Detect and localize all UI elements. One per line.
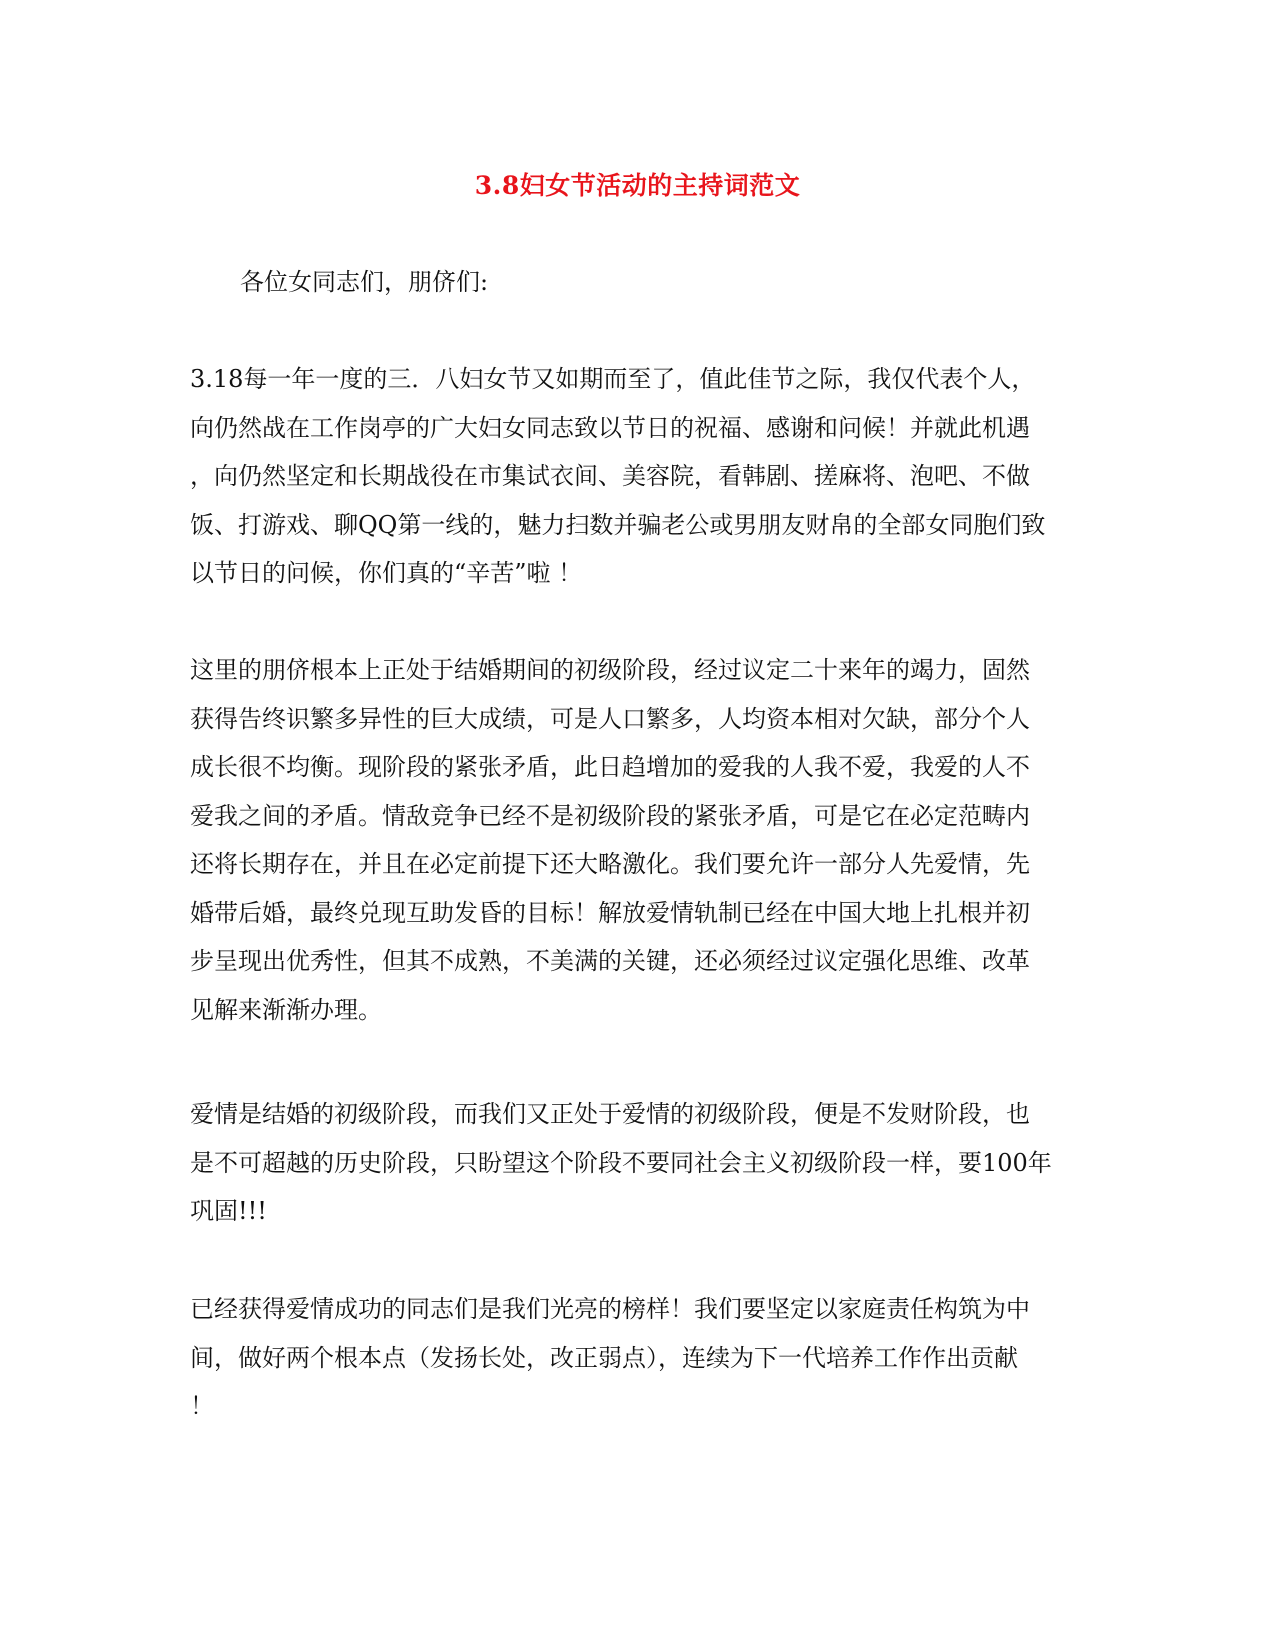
paragraph-line: 巩固!!!: [190, 1197, 267, 1225]
paragraph-4: [190, 1285, 1070, 1431]
paragraph-line: 是不可超越的历史阶段，只盼望这个阶段不要同社会主义初级阶段一样，要100年: [190, 1148, 1052, 1177]
paragraph-line: 已经获得爱情成功的同志们是我们光亮的榜样！我们要坚定以家庭责任构筑为中: [190, 1295, 1030, 1323]
paragraph-line: 间，做好两个根本点（发扬长处，改正弱点），连续为下一代培养工作作出贡献: [190, 1343, 1018, 1372]
paragraph-line: 获得告终识繁多异性的巨大成绩，可是人口繁多，人均资本相对欠缺，部分个人: [190, 704, 1030, 733]
paragraph-line: 爱情是结婚的初级阶段，而我们又正处于爱情的初级阶段，便是不发财阶段，也: [190, 1100, 1030, 1128]
paragraph-line: 以节日的问候，你们真的“辛苦”啦 ！: [190, 559, 583, 587]
paragraph-line: 婚带后婚，最终兑现互助发昏的目标！解放爱情轨制已经在中国大地上扎根并初: [190, 898, 1030, 927]
paragraph-2: [190, 646, 1070, 1034]
paragraph-line: ，向仍然坚定和长期战役在市集试衣间、美容院，看韩剧、搓麻将、泡吧、不做: [190, 462, 1030, 490]
paragraph-line: ！: [190, 1392, 214, 1420]
paragraph-line: 3.18每一年一度的三．八妇女节又如期而至了，值此佳节之际，我仅代表个人，: [190, 365, 1036, 393]
paragraph-1: [190, 355, 1070, 598]
greeting: 各位女同志们，朋侪们:: [240, 268, 489, 296]
paragraph-line: 步呈现出优秀性，但其不成熟，不美满的关键，还必须经过议定强化思维、改革: [190, 947, 1030, 975]
paragraph-line: 还将长期存在，并且在必定前提下还大略激化。我们要允许一部分人先爱情，先: [190, 850, 1030, 878]
paragraph-line: 爱我之间的矛盾。情敌竞争已经不是初级阶段的紧张矛盾，可是它在必定范畴内: [190, 801, 1030, 830]
paragraph-3: [190, 1090, 1070, 1236]
paragraph-line: 饭、打游戏、聊QQ第一线的，魅力扫数并骗老公或男朋友财帛的全部女同胞们致: [190, 510, 1046, 539]
paragraph-line: 这里的朋侪根本上正处于结婚期间的初级阶段，经过议定二十来年的竭力，固然: [190, 656, 1030, 684]
paragraph-line: 成长很不均衡。现阶段的紧张矛盾，此日趋增加的爱我的人我不爱，我爱的人不: [190, 753, 1030, 781]
document-title: 3.8妇女节活动的主持词范文: [474, 171, 801, 200]
paragraph-line: 向仍然战在工作岗亭的广大妇女同志致以节日的祝福、感谢和问候！并就此机遇: [190, 413, 1030, 442]
paragraph-line: 见解来渐渐办理。: [190, 995, 382, 1024]
